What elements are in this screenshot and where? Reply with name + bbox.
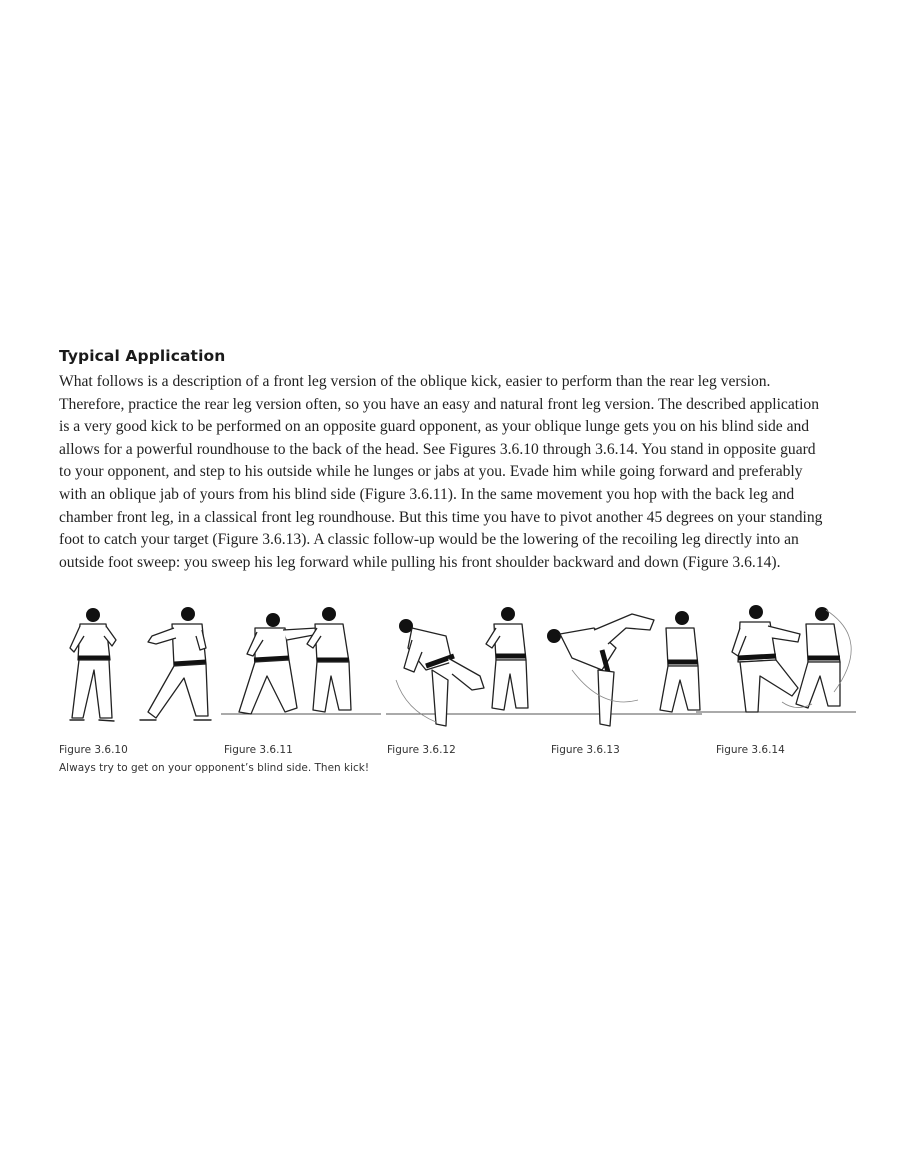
figure-3-6-12-illustration: [386, 600, 546, 740]
section-heading: Typical Application: [59, 347, 226, 365]
figure-3-6-10-illustration: [56, 600, 216, 740]
figure-caption: Figure 3.6.13: [551, 744, 620, 756]
figure-strip: [56, 600, 856, 740]
figure-3-6-13-illustration: [542, 600, 702, 740]
paragraph-line: outside foot sweep: you sweep his leg forward while pulling his front shoulder backward and down (Figure 3.6.14).: [59, 553, 781, 571]
paragraph-line: Therefore, practice the rear leg version often, so you have an easy and natural front leg version. The described application: [59, 395, 820, 413]
figure-3-6-14-illustration: [696, 600, 856, 740]
paragraph-line: What follows is a description of a front leg version of the oblique kick, easier to perform than the rear leg version.: [59, 373, 771, 390]
paragraph-line: chamber front leg, in a classical front leg roundhouse. But this time you have to pivot another 45 degrees on your standing: [59, 508, 823, 526]
paragraph-line: is a very good kick to be performed on an opposite guard opponent, as your oblique lunge gets you on his blind side and: [59, 418, 810, 436]
figure-caption: Figure 3.6.10: [59, 744, 128, 756]
figure-caption: Figure 3.6.12: [387, 744, 456, 756]
figure-caption: Figure 3.6.14: [716, 744, 785, 756]
paragraph-line: foot to catch your target (Figure 3.6.13). A classic follow-up would be the lowering of the recoiling leg directly into an: [59, 531, 799, 549]
paragraph-line: with an oblique jab of yours from his blind side (Figure 3.6.11). In the same movement you hop with the back leg and: [59, 485, 795, 503]
paragraph-line: to your opponent, and step to his outside while he lunges or jabs at you. Evade him while going forward and preferably: [59, 463, 803, 481]
figure-note: Always try to get on your opponent’s blind side. Then kick!: [59, 762, 370, 774]
paragraph-line: allows for a powerful roundhouse to the back of the head. See Figures 3.6.10 through 3.6.14. You stand in opposite guard: [59, 440, 816, 458]
figure-3-6-11-illustration: [221, 600, 381, 740]
section-paragraph: [59, 371, 859, 574]
figure-caption: Figure 3.6.11: [224, 744, 293, 756]
